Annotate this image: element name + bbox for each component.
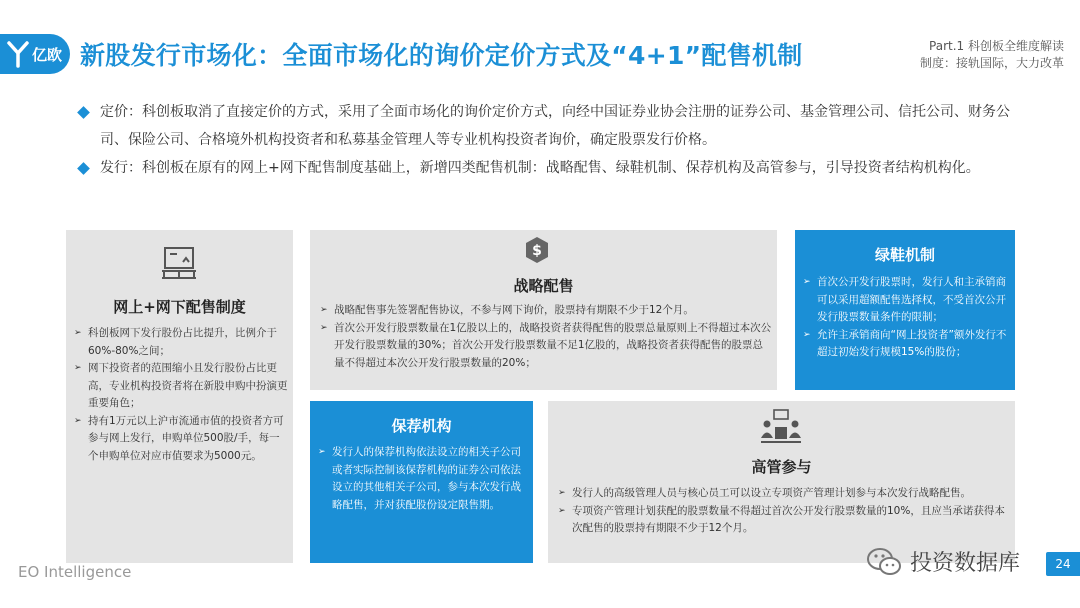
logo-text: 亿欧 [32,45,63,64]
eo-logo [0,34,70,74]
sponsor-box [310,401,533,563]
section-label [920,38,1064,72]
bullet-issuance [76,154,1036,182]
bullet-pricing [76,98,1036,154]
list-item: ➢ 发行人的高级管理人员与核心员工可以设立专项资产管理计划参与本次发行战略配售。 [558,485,1010,503]
list-item: ➢ 首次公开发行股票时，发行人和主承销商可以采用超额配售选择权，不受首次公开发行股票数量条件的限制； [803,274,1011,327]
wechat-icon [866,547,902,577]
box-list [803,274,1011,362]
pallet-box-icon [161,246,197,280]
diamond-bullet-icon [77,106,90,119]
list-item: ➢ 科创板网下发行股份占比提升，比例介于 60%-80%之间； [74,325,288,360]
list-item: ➢ 网下投资者的范围缩小且发行股份占比更高，专业机构投资者将在新股申购中扮演更重要角色； [74,360,288,413]
greenshoe-box [795,230,1015,390]
box-title: 高管参与 [751,458,812,476]
list-item: ➢ 允许主承销商向“网上投资者”额外发行不超过初始发行规模15%的股份； [803,327,1011,362]
diamond-bullet-icon [77,162,90,175]
footer-brand: EO Intelligence [18,563,132,581]
bullet-text: 发行：科创板在原有的网上+网下配售制度基础上，新增四类配售机制：战略配售、绿鞋机制、保荐机构及高管参与，引导投资者结构机构化。 [100,160,980,176]
box-title: 绿鞋机制 [874,246,935,264]
box-title: 战略配售 [513,277,574,295]
box-list [318,444,528,514]
part-line-1: Part.1 科创板全维度解读 [929,39,1064,53]
list-item: ➢ 首次公开发行股票数量在1亿股以上的，战略投资者获得配售的股票总量原则上不得超过本次公开发行股票数量的30%；首次公开发行股票数量不足1亿股的，战略投资者获得配售的股票总量不得超过本次公开发行股票数量的20%； [320,320,772,373]
list-item: ➢ 专项资产管理计划获配的股票数量不得超过首次公开发行股票数量的10%，且应当承诺获得本次配售的股票持有期限不少于12个月。 [558,503,1010,538]
wechat-watermark [866,546,1020,577]
wechat-text: 投资数据库 [910,551,1021,576]
list-item: ➢ 持有1万元以上沪市流通市值的投资者方可参与网上发行，申购单位500股/手，每一个申购单位对应市值要求为5000元。 [74,413,288,466]
box-list [558,485,1010,538]
box-title: 保荐机构 [391,417,452,435]
part-line-2: 制度：接轨国际，大力改革 [919,56,1064,70]
online-offline-box [66,230,293,563]
list-item: ➢ 发行人的保荐机构依法设立的相关子公司或者实际控制该保荐机构的证券公司依法设立的其他相关子公司，参与本次发行战略配售，并对获配股份设定限售期。 [318,444,528,514]
strategic-placement-box [310,230,777,390]
box-list [320,302,772,372]
eo-logo-mark-icon [6,40,30,68]
intro-bullets [76,98,1036,182]
bullet-text: 定价：科创板取消了直接定价的方式，采用了全面市场化的询价定价方式，向经中国证券业协会注册的证券公司、基金管理公司、信托公司、财务公司、保险公司、合格境外机构投资者和私募基金管理人等专业机构投资者询价，确定股票发行价格。 [100,104,1010,148]
box-list [74,325,288,465]
svg-text:$: $ [532,243,542,259]
box-title: 网上+网下配售制度 [113,298,246,316]
page-title: 新股发行市场化：全面市场化的询价定价方式及“4+1”配售机制 [80,41,803,70]
meeting-people-icon [760,409,802,445]
dollar-badge-icon [524,236,550,264]
page-number: 24 [1046,552,1080,576]
executive-participation-box [548,401,1015,563]
list-item: ➢ 战略配售事先签署配售协议，不参与网下询价，股票持有期限不少于12个月。 [320,302,772,320]
